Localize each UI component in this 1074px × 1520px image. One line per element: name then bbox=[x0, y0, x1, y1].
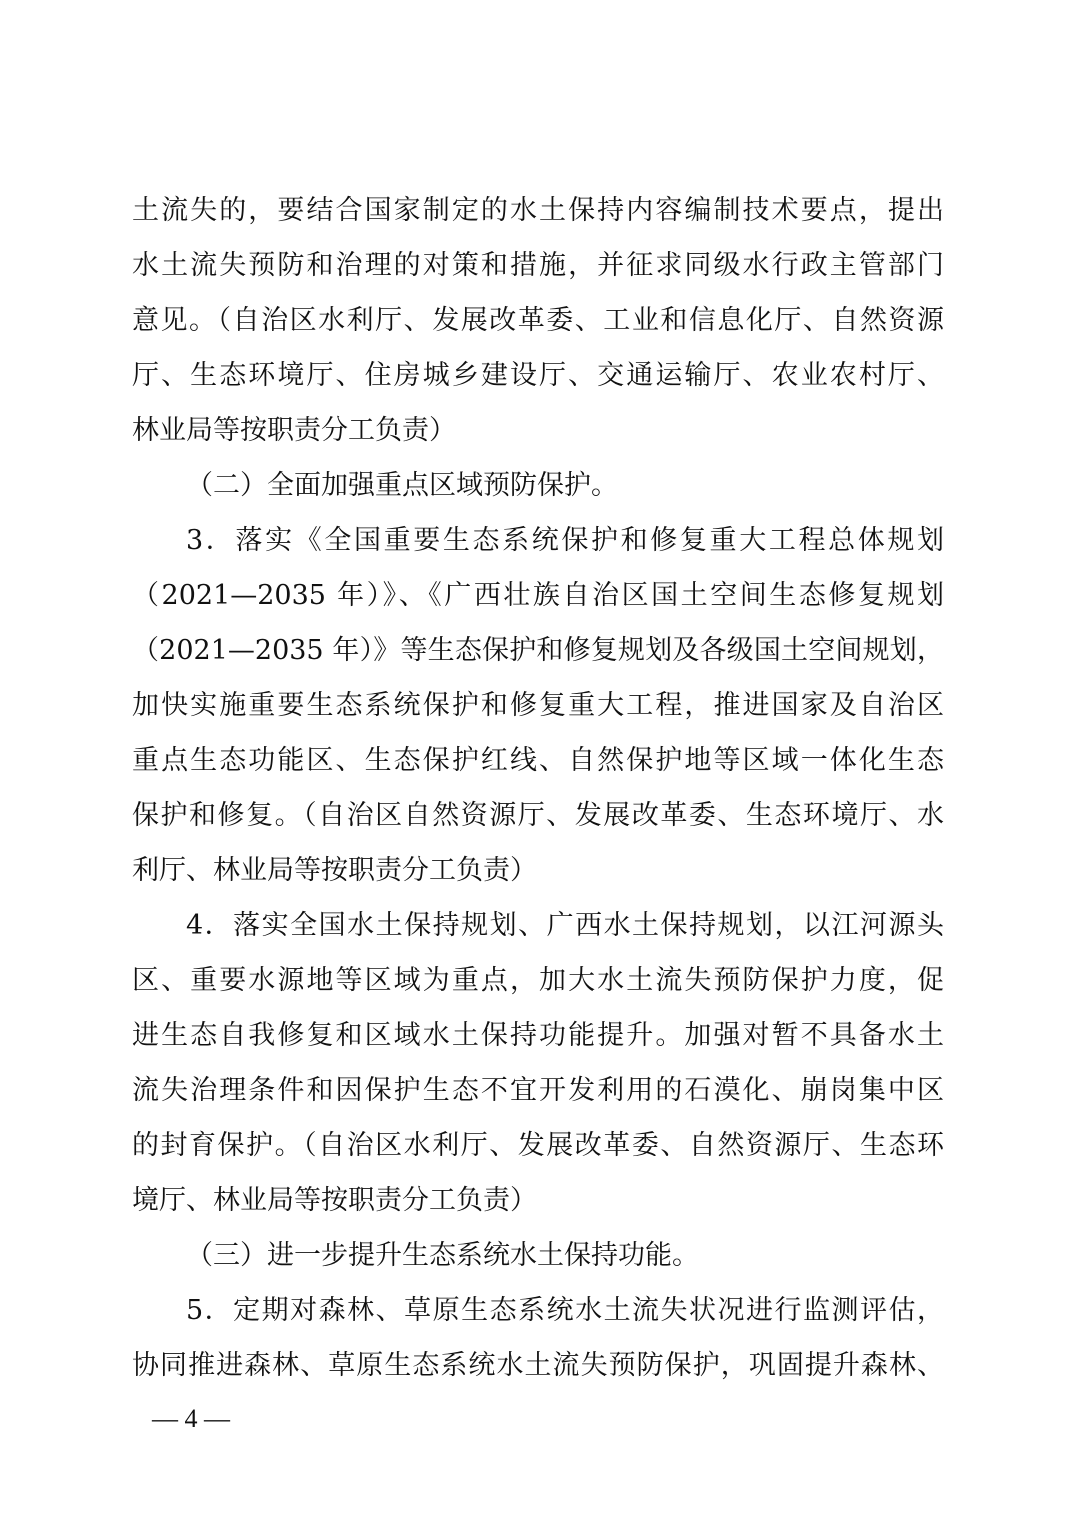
text-line: 的封育保护。（自治区水利厅、发展改革委、自然资源厅、生态环 bbox=[132, 1130, 944, 1161]
text-line: 3．落实《全国重要生态系统保护和修复重大工程总体规划 bbox=[186, 525, 944, 556]
text-line: 土流失的，要结合国家制定的水土保持内容编制技术要点，提出 bbox=[132, 195, 944, 226]
text-line: 协同推进森林、草原生态系统水土流失预防保护，巩固提升森林、 bbox=[132, 1350, 944, 1381]
text-line: 利厅、林业局等按职责分工负责） bbox=[132, 855, 537, 886]
text-line: 5．定期对森林、草原生态系统水土流失状况进行监测评估， bbox=[186, 1295, 944, 1326]
page-number: — 4 — bbox=[152, 1404, 230, 1433]
text-line: 水土流失预防和治理的对策和措施，并征求同级水行政主管部门 bbox=[132, 250, 944, 281]
text-line: 意见。（自治区水利厅、发展改革委、工业和信息化厅、自然资源 bbox=[132, 305, 944, 336]
text-line: 保护和修复。（自治区自然资源厅、发展改革委、生态环境厅、水 bbox=[132, 800, 944, 831]
text-line: 流失治理条件和因保护生态不宜开发利用的石漠化、崩岗集中区 bbox=[132, 1075, 944, 1106]
text-line: 4．落实全国水土保持规划、广西水土保持规划，以江河源头 bbox=[186, 910, 944, 941]
section-heading: （二）全面加强重点区域预防保护。 bbox=[186, 470, 618, 501]
text-line: 重点生态功能区、生态保护红线、自然保护地等区域一体化生态 bbox=[132, 745, 944, 776]
section-heading: （三）进一步提升生态系统水土保持功能。 bbox=[186, 1240, 699, 1271]
text-line: 区、重要水源地等区域为重点，加大水土流失预防保护力度，促 bbox=[132, 965, 944, 996]
text-line: （2021—2035 年）》、《广西壮族自治区国土空间生态修复规划 bbox=[132, 580, 944, 611]
text-line: 林业局等按职责分工负责） bbox=[132, 415, 456, 446]
text-line: 厅、生态环境厅、住房城乡建设厅、交通运输厅、农业农村厅、 bbox=[132, 360, 944, 391]
text-line: （2021—2035 年）》等生态保护和修复规划及各级国土空间规划， bbox=[132, 635, 944, 666]
text-line: 加快实施重要生态系统保护和修复重大工程，推进国家及自治区 bbox=[132, 690, 944, 721]
text-line: 进生态自我修复和区域水土保持功能提升。加强对暂不具备水土 bbox=[132, 1020, 944, 1051]
text-line: 境厅、林业局等按职责分工负责） bbox=[132, 1185, 537, 1216]
